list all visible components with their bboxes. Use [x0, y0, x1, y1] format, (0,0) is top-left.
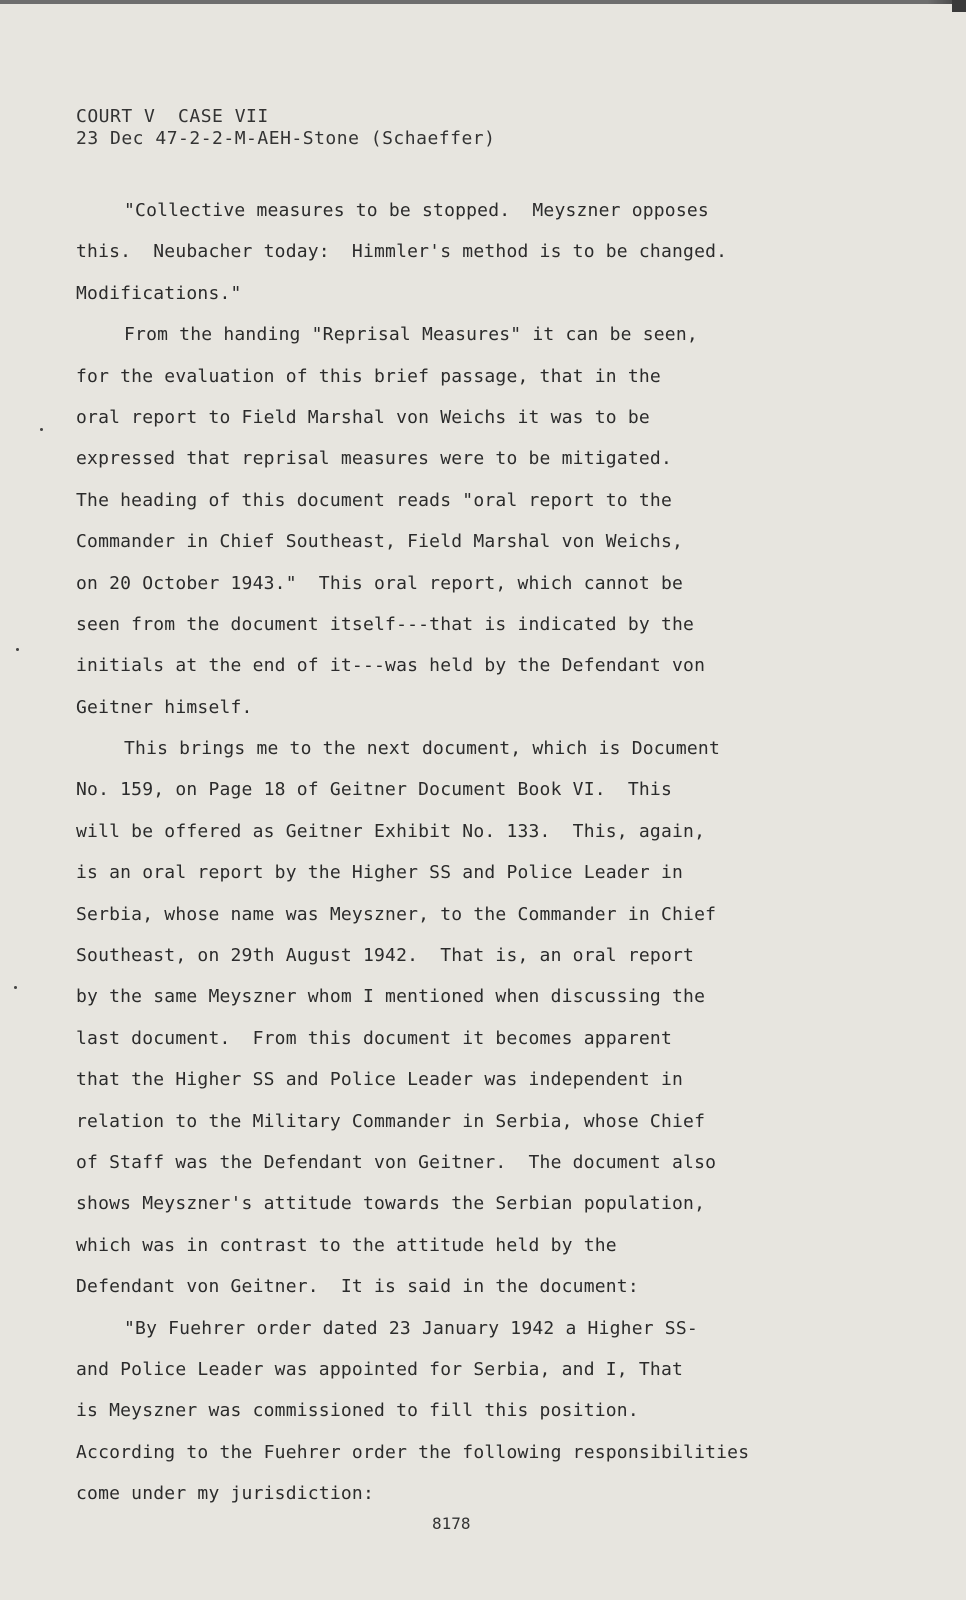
text-line: this. Neubacher today: Himmler's method is to be changed. [76, 241, 728, 263]
text-line: Serbia, whose name was Meyszner, to the Commander in Chief [76, 903, 717, 925]
text-line: Geitner himself. [76, 696, 253, 718]
text-line: Commander in Chief Southeast, Field Marshal von Weichs, [76, 531, 684, 553]
text-line: shows Meyszner's attitude towards the Serbian population, [76, 1193, 706, 1215]
text-line: come under my jurisdiction: [76, 1483, 374, 1505]
document-header [76, 106, 495, 150]
text-line: According to the Fuehrer order the following responsibilities [76, 1441, 750, 1463]
text-line: From the handing "Reprisal Measures" it can be seen, [124, 324, 698, 346]
text-line: which was in contrast to the attitude held by the [76, 1234, 617, 1256]
text-line: for the evaluation of this brief passage, that in the [76, 365, 661, 387]
text-line: Southeast, on 29th August 1942. That is, an oral report [76, 945, 695, 967]
date-reporter-line: 23 Dec 47-2-2-M-AEH-Stone (Schaeffer) [76, 128, 496, 149]
text-line: of Staff was the Defendant von Geitner. The document also [76, 1151, 717, 1173]
text-line: Modifications." [76, 282, 242, 304]
page-number: 8178 [432, 1514, 471, 1533]
scan-edge-corner [952, 0, 966, 12]
scan-speck [16, 648, 19, 651]
text-line: is an oral report by the Higher SS and Police Leader in [76, 862, 684, 884]
text-line: is Meyszner was commissioned to fill this position. [76, 1400, 639, 1422]
scan-speck [40, 428, 43, 431]
text-line: relation to the Military Commander in Serbia, whose Chief [76, 1110, 706, 1132]
text-line: on 20 October 1943." This oral report, which cannot be [76, 572, 684, 594]
text-line: This brings me to the next document, which is Document [124, 738, 720, 760]
paragraph-quote-fuehrer-order [76, 1308, 876, 1515]
text-line: expressed that reprisal measures were to be mitigated. [76, 448, 672, 470]
text-line: The heading of this document reads "oral report to the [76, 489, 672, 511]
text-line: last document. From this document it becomes apparent [76, 1027, 672, 1049]
text-line: seen from the document itself---that is indicated by the [76, 613, 695, 635]
transcript-body [76, 190, 876, 1515]
text-line: that the Higher SS and Police Leader was independent in [76, 1069, 684, 1091]
scan-speck [14, 986, 17, 989]
text-line: and Police Leader was appointed for Serbia, and I, That [76, 1358, 684, 1380]
text-line: "Collective measures to be stopped. Meyszner opposes [124, 200, 709, 221]
text-line: initials at the end of it---was held by the Defendant von [76, 655, 706, 677]
court-case-line: COURT V CASE VII [76, 106, 269, 127]
scan-edge-top [0, 0, 966, 4]
paragraph-document-159 [76, 728, 876, 1307]
text-line: Defendant von Geitner. It is said in the document: [76, 1276, 639, 1298]
text-line: by the same Meyszner whom I mentioned when discussing the [76, 986, 706, 1008]
paragraph-reprisal-measures [76, 314, 876, 728]
text-line: will be offered as Geitner Exhibit No. 133. This, again, [76, 820, 706, 842]
text-line: "By Fuehrer order dated 23 January 1942 a Higher SS- [124, 1317, 698, 1339]
paragraph-quote-collective [76, 190, 876, 314]
text-line: oral report to Field Marshal von Weichs it was to be [76, 406, 650, 428]
text-line: No. 159, on Page 18 of Geitner Document Book VI. This [76, 779, 672, 801]
